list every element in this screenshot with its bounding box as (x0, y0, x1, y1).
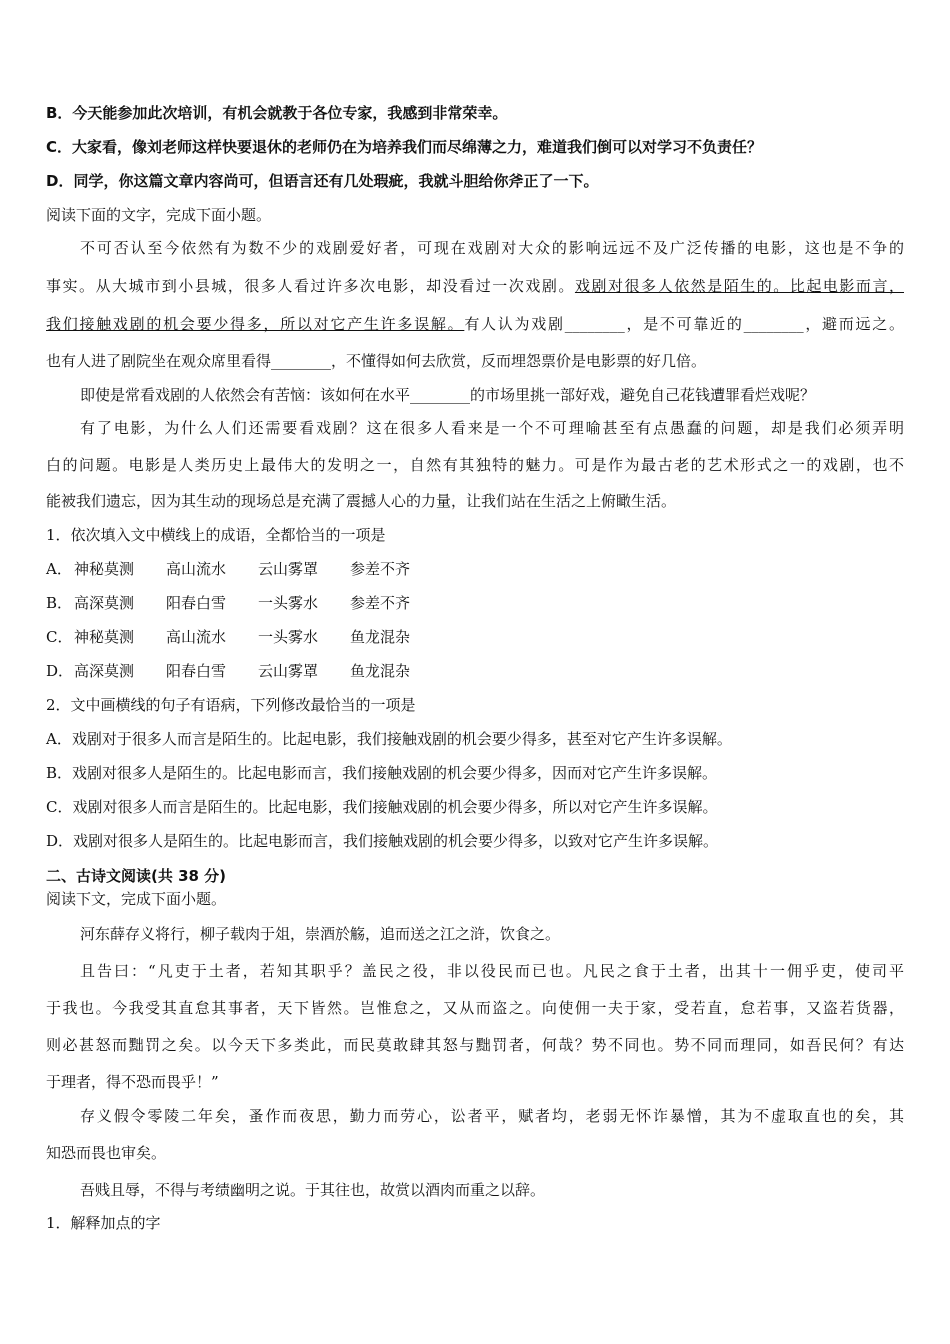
option-d: D．戏剧对很多人是陌生的。比起电影而言，我们接触戏剧的机会要少得多，以致对它产生许多误解。 (46, 832, 719, 850)
underlined-sentence: 戏剧对很多人依然是陌生的。比起电影而言， (574, 277, 904, 295)
reading-intro: 阅读下文，完成下面小题。 (46, 890, 227, 908)
option-item: 云山雾罩 (258, 662, 319, 680)
paragraph-line: 知恐而畏也审矣。 (46, 1144, 167, 1162)
option-b: B．戏剧对很多人是陌生的。比起电影而言，我们接触戏剧的机会要少得多，因而对它产生许多误解。 (46, 764, 718, 782)
paragraph-line: 白的问题。电影是人类历史上最伟大的发明之一，自然有其独特的魅力。可是作为最古老的艺术形式之一的戏剧，也不 (46, 456, 904, 474)
option-item: 高深莫测 (74, 594, 135, 612)
choice-d: D．同学，你这篇文章内容尚可，但语言还有几处瑕疵，我就斗胆给你斧正了一下。 (46, 172, 599, 190)
option-item: 一头雾水 (258, 594, 319, 612)
paragraph-line: 不可否认至今依然有为数不少的戏剧爱好者，可现在戏剧对大众的影响远远不及广泛传播的电影，这也是不争的 (80, 239, 904, 257)
question-stem: 2．文中画横线的句子有语病，下列修改最恰当的一项是 (46, 696, 416, 714)
text-segment: 事实。从大城市到小县城，很多人看过许多次电影，却没看过一次戏剧。 (46, 277, 575, 295)
option-item: 参差不齐 (350, 594, 411, 612)
reading-intro: 阅读下面的文字，完成下面小题。 (46, 206, 272, 224)
underlined-sentence: 我们接触戏剧的机会要少得多，所以对它产生许多误解。 (46, 315, 465, 333)
option-label: D． (46, 662, 74, 680)
option-label: C． (46, 628, 73, 646)
option-b (46, 593, 442, 613)
option-item: 参差不齐 (350, 560, 411, 578)
paragraph-line: 也有人进了剧院坐在观众席里看得________，不懂得如何去欣赏，反而埋怨票价是电影票的好几倍。 (46, 352, 707, 370)
option-item: 神秘莫测 (74, 560, 135, 578)
paragraph-line (46, 276, 904, 296)
option-item: 一头雾水 (258, 628, 319, 646)
option-item: 神秘莫测 (74, 628, 135, 646)
option-item: 高深莫测 (74, 662, 135, 680)
option-label: A． (46, 560, 72, 578)
text-segment: 有人认为戏剧________，是不可靠近的________，避而远之。 (464, 315, 904, 333)
choice-b: B．今天能参加此次培训，有机会就教于各位专家，我感到非常荣幸。 (46, 104, 508, 122)
paragraph-line (46, 314, 904, 334)
option-item: 阳春白雪 (166, 594, 227, 612)
paragraph-line: 吾贱且辱，不得与考绩幽明之说。于其往也，故赏以酒肉而重之以辞。 (80, 1181, 546, 1199)
paragraph-line: 能被我们遗忘，因为其生动的现场总是充满了震撼人心的力量，让我们站在生活之上俯瞰生活。 (46, 492, 677, 510)
option-item: 阳春白雪 (166, 662, 227, 680)
paragraph-line: 于我也。今我受其直怠其事者，天下皆然。岂惟怠之，又从而盗之。向使佣一夫于家，受若直，怠若事，又盗若货器， (46, 999, 904, 1017)
section-heading: 二、古诗文阅读(共 38 分) (46, 867, 227, 885)
paragraph-line: 且告曰：“凡吏于土者，若知其职乎？盖民之役，非以役民而已也。凡民之食于土者，出其十一佣乎吏，使司平 (80, 962, 904, 980)
paragraph-line: 即使是常看戏剧的人依然会有苦恼：该如何在水平________的市场里挑一部好戏，避免自己花钱遭罪看烂戏呢？ (80, 386, 816, 404)
option-a: A．戏剧对于很多人而言是陌生的。比起电影，我们接触戏剧的机会要少得多，甚至对它产生许多误解。 (46, 730, 732, 748)
option-item: 鱼龙混杂 (350, 662, 411, 680)
option-label: B． (46, 594, 73, 612)
option-item: 鱼龙混杂 (350, 628, 411, 646)
paragraph-line: 则必甚怒而黜罚之矣。以今天下多类此，而民莫敢肆其怒与黜罚者，何哉？势不同也。势不同而理同，如吾民何？有达 (46, 1036, 904, 1054)
option-d (46, 661, 442, 681)
paragraph-line: 有了电影，为什么人们还需要看戏剧？这在很多人看来是一个不可理喻甚至有点愚蠢的问题，却是我们必须弄明 (80, 419, 904, 437)
option-c (46, 627, 442, 647)
paragraph-line: 于理者，得不恐而畏乎！” (46, 1073, 219, 1091)
question-stem: 1．依次填入文中横线上的成语，全都恰当的一项是 (46, 526, 386, 544)
option-a (46, 559, 442, 579)
choice-c: C．大家看，像刘老师这样快要退休的老师仍在为培养我们而尽绵薄之力，难道我们倒可以对学习不负责任？ (46, 138, 763, 156)
option-item: 高山流水 (166, 560, 227, 578)
paragraph-line: 河东薛存义将行，柳子载肉于俎，崇酒於觞，追而送之江之浒，饮食之。 (80, 925, 561, 943)
question-stem: 1．解释加点的字 (46, 1214, 161, 1232)
option-item: 云山雾罩 (258, 560, 319, 578)
option-c: C．戏剧对很多人而言是陌生的。比起电影，我们接触戏剧的机会要少得多，所以对它产生许多误解。 (46, 798, 718, 816)
paragraph-line: 存义假令零陵二年矣，蚤作而夜思，勤力而劳心，讼者平，赋者均，老弱无怀诈暴憎，其为不虚取直也的矣，其 (80, 1107, 904, 1125)
option-item: 高山流水 (166, 628, 227, 646)
